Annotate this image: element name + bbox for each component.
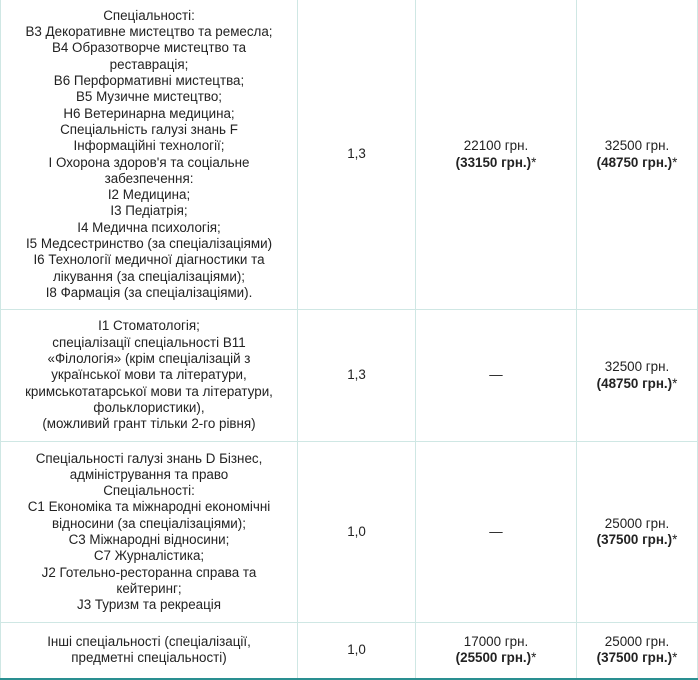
price-increased	[422, 155, 570, 171]
specialty-line: Інформаційні технології;	[73, 138, 225, 154]
table-row	[1, 442, 698, 623]
price-increased	[583, 376, 691, 392]
specialty-line: адміністрування та право	[69, 466, 229, 482]
price-cell-b	[577, 623, 698, 679]
price-cell-a: —	[416, 442, 577, 623]
specialty-line: реставрація;	[109, 56, 189, 72]
footnote-mark: *	[531, 650, 537, 666]
table-row	[1, 310, 698, 442]
specialty-line: спеціалізації спеціальності B11	[52, 334, 246, 350]
price-increased-value: (25500 грн.)	[455, 650, 532, 666]
specialties-cell	[1, 0, 298, 310]
specialty-line: кримськотатарської мови та літератури,	[25, 383, 273, 399]
price-increased-value: (37500 грн.)	[596, 532, 673, 547]
specialty-line: H6 Ветеринарна медицина;	[63, 105, 235, 121]
price-increased	[583, 650, 691, 666]
specialty-line: I Охорона здоров'я та соціальне	[48, 154, 250, 170]
specialty-line: Спеціальності:	[103, 483, 195, 499]
specialty-line: I3 Педіатрія;	[110, 203, 188, 219]
specialties-cell	[1, 310, 298, 442]
specialty-line: Спеціальності галузі знань D Бізнес,	[35, 450, 263, 466]
footnote-mark: *	[672, 375, 678, 391]
specialty-line: фольклористики),	[93, 399, 205, 415]
specialty-line: B4 Образотворче мистецтво та	[51, 40, 247, 56]
price-value: 17000 грн.	[463, 633, 529, 649]
price-value: 32500 грн.	[604, 359, 670, 375]
price-increased-value: (48750 грн.)	[596, 375, 673, 391]
price-value: 25000 грн.	[604, 633, 670, 649]
specialty-line: B3 Декоративне мистецтво та ремесла;	[25, 24, 273, 40]
specialty-line: I1 Стоматологія;	[98, 318, 200, 334]
specialty-line: української мови та літератури,	[51, 367, 247, 383]
specialty-line: C3 Міжнародні відносини;	[68, 532, 230, 547]
specialty-line: I5 Медсестринство (за спеціалізаціями)	[25, 235, 273, 251]
specialty-line: предметні спеціальності)	[71, 650, 227, 666]
coefficient-cell: 1,3	[298, 0, 416, 310]
price-cell-b	[577, 442, 698, 623]
specialty-line: відносини (за спеціалізаціями);	[52, 515, 246, 531]
footnote-mark: *	[531, 154, 537, 170]
coefficient-cell: 1,3	[298, 310, 416, 442]
coefficient-cell: 1,0	[298, 442, 416, 623]
specialty-line: кейтеринг;	[116, 580, 182, 596]
specialty-line: B6 Перформативні мистецтва;	[53, 73, 245, 89]
specialty-line: Спеціальності:	[103, 7, 195, 23]
table-row	[1, 0, 698, 310]
price-value: 22100 грн.	[463, 138, 529, 154]
specialty-line: J2 Готельно-ресторанна справа та	[41, 564, 257, 580]
specialty-line: «Філологія» (крім спеціалізацій з	[47, 351, 251, 367]
specialty-line: I2 Медицина;	[107, 187, 191, 203]
specialty-line: I4 Медична психологія;	[77, 219, 221, 235]
specialty-line: C1 Економіка та міжнародні економічні	[27, 499, 271, 515]
price-increased-value: (33150 грн.)	[455, 154, 532, 170]
specialty-line: забезпечення:	[104, 170, 194, 186]
price-value: 32500 грн.	[604, 138, 670, 154]
price-cell-b	[577, 310, 698, 442]
coefficient-cell: 1,0	[298, 623, 416, 679]
price-cell-a	[416, 623, 577, 679]
specialty-line: J3 Туризм та рекреація	[77, 597, 221, 613]
price-increased	[583, 532, 691, 548]
specialty-line: B5 Музичне мистецтво;	[75, 89, 222, 105]
specialty-line: (можливий грант тільки 2-го рівня)	[42, 416, 256, 432]
specialties-cell	[1, 623, 298, 679]
price-increased	[422, 650, 570, 666]
specialties-cell	[1, 442, 298, 623]
specialty-line: C7 Журналістика;	[93, 548, 205, 564]
specialty-line: Спеціальність галузі знань F	[60, 121, 238, 137]
price-cell-b	[577, 0, 698, 310]
price-increased	[583, 155, 691, 171]
footnote-mark: *	[672, 532, 678, 547]
price-cell-a: —	[416, 310, 577, 442]
specialty-line: I8 Фармація (за спеціалізаціями).	[45, 284, 253, 300]
price-increased-value: (48750 грн.)	[596, 154, 673, 170]
specialty-line: Інші спеціальності (спеціалізації,	[47, 633, 251, 649]
footnote-mark: *	[672, 154, 678, 170]
price-value: 25000 грн.	[604, 515, 670, 531]
specialty-line: I6 Технології медичної діагностики та	[33, 252, 265, 268]
specialty-line: лікування (за спеціалізаціями);	[52, 268, 246, 284]
price-increased-value: (37500 грн.)	[596, 650, 673, 666]
price-cell-a	[416, 0, 577, 310]
table-row	[1, 623, 698, 679]
footnote-mark: *	[672, 650, 678, 666]
